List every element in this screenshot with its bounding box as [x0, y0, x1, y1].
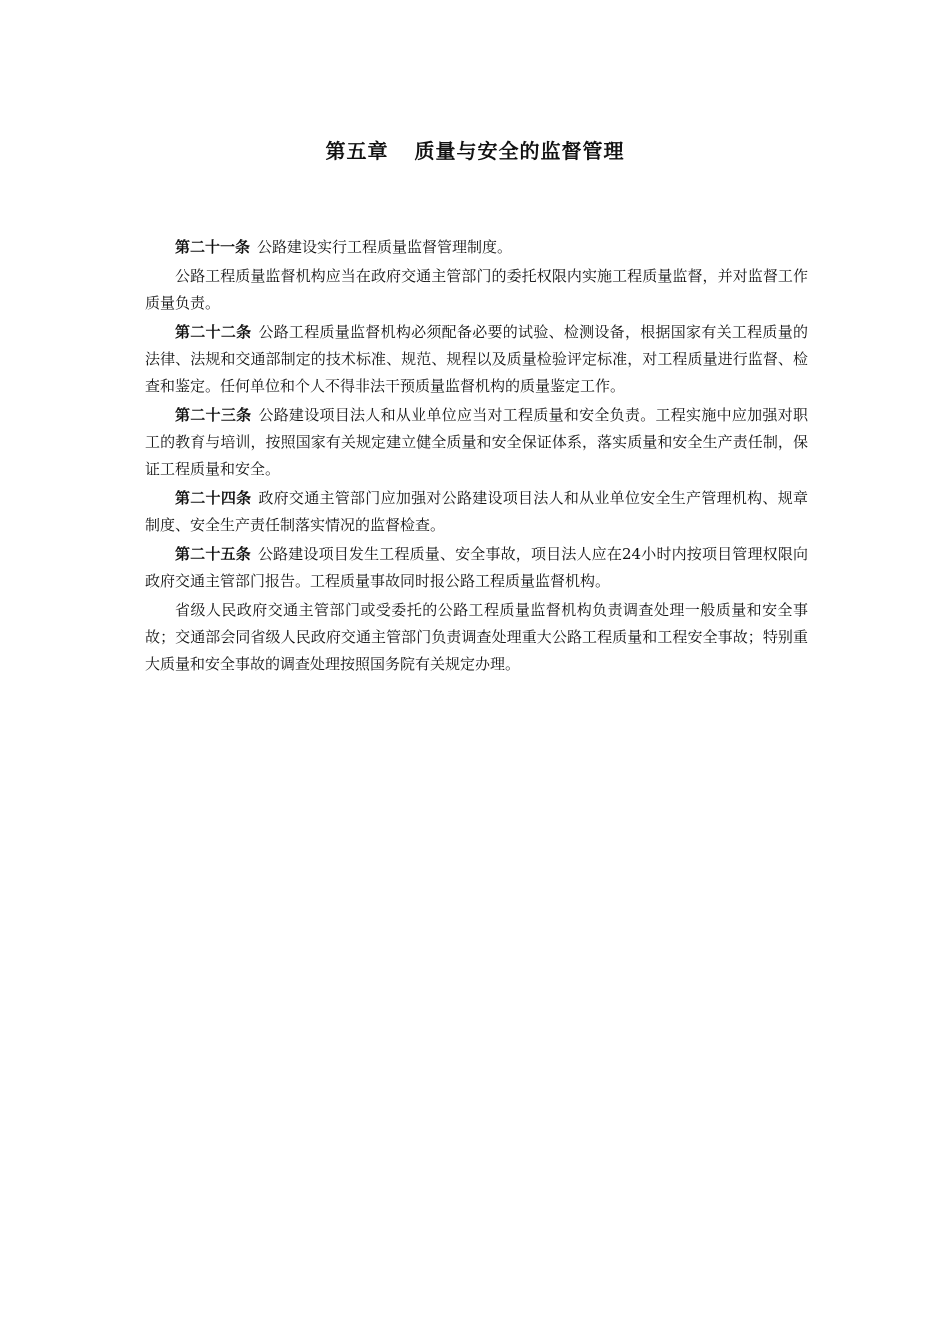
paragraph-text: 公路工程质量监督机构应当在政府交通主管部门的委托权限内实施工程质量监督，并对监督工作质量负责。 — [145, 267, 808, 312]
article-text: 政府交通主管部门应加强对公路建设项目法人和从业单位安全生产管理机构、规章制度、安全生产责任制落实情况的监督检查。 — [145, 489, 808, 534]
article-25 — [145, 541, 808, 595]
article-text: 公路建设项目发生工程质量、安全事故，项目法人应在24小时内按项目管理权限向政府交通主管部门报告。工程质量事故同时报公路工程质量监督机构。 — [145, 545, 808, 590]
article-text: 公路建设项目法人和从业单位应当对工程质量和安全负责。工程实施中应加强对职工的教育与培训，按照国家有关规定建立健全质量和安全保证体系，落实质量和安全生产责任制，保证工程质量和安全。 — [145, 406, 808, 478]
article-21 — [145, 234, 808, 261]
article-24 — [145, 485, 808, 539]
chapter-heading: 质量与安全的监督管理 — [414, 139, 625, 163]
article-label: 第二十四条 — [175, 489, 252, 507]
article-21-paragraph-2 — [145, 263, 808, 317]
chapter-title — [0, 137, 950, 165]
article-text: 公路工程质量监督机构必须配备必要的试验、检测设备，根据国家有关工程质量的法律、法规和交通部制定的技术标准、规范、规程以及质量检验评定标准，对工程质量进行监督、检查和鉴定。任何单位和个人不得非法干预质量监督机构的质量鉴定工作。 — [145, 323, 808, 395]
article-label: 第二十二条 — [175, 323, 252, 341]
article-text: 公路建设实行工程质量监督管理制度。 — [257, 238, 513, 256]
article-23 — [145, 402, 808, 483]
article-label: 第二十一条 — [175, 238, 251, 256]
paragraph-text: 省级人民政府交通主管部门或受委托的公路工程质量监督机构负责调查处理一般质量和安全事故；交通部会同省级人民政府交通主管部门负责调查处理重大公路工程质量和工程安全事故；特别重大质量和安全事故的调查处理按照国务院有关规定办理。 — [145, 601, 808, 673]
article-label: 第二十五条 — [175, 545, 251, 563]
document-body — [145, 234, 808, 678]
article-label: 第二十三条 — [175, 406, 252, 424]
article-25-paragraph-2 — [145, 597, 808, 678]
article-22 — [145, 319, 808, 400]
chapter-number: 第五章 — [325, 139, 389, 163]
